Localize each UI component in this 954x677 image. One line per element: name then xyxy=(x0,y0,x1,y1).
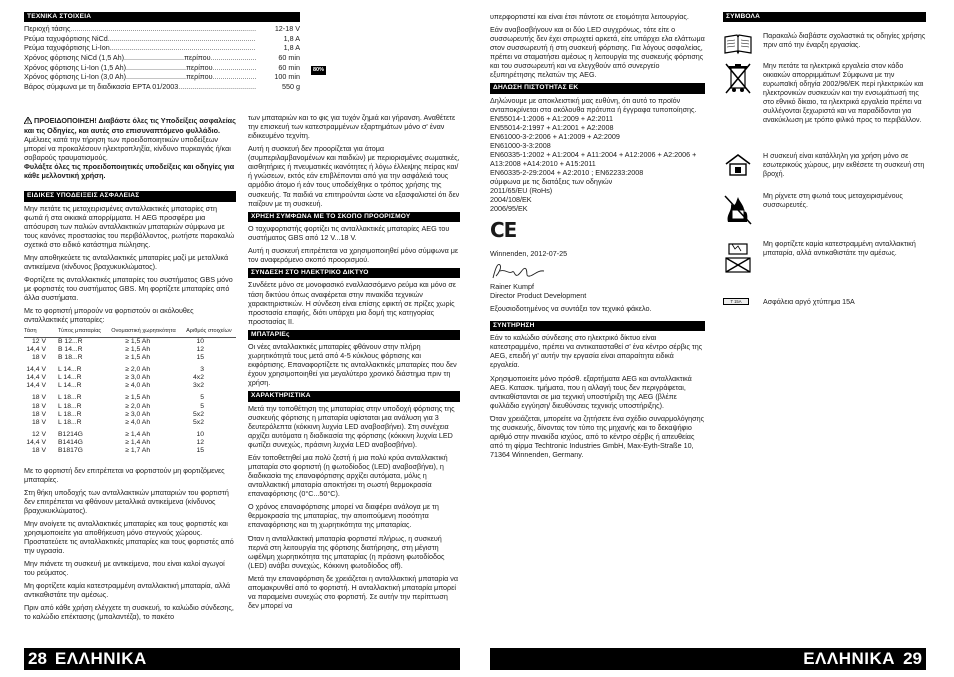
warning-body: Αμέλειες κατά την τήρηση των προειδοποιητικών υποδείξεων μπορεί να προκαλέσουν ηλεκτροπληξία, κίνδυνο πυρκαγιάς ή/και σοβαρούς τραυματισμούς. xyxy=(24,135,231,163)
standard-line: EN55014-1:2006 + A1:2009 + A2:2011 xyxy=(490,113,613,123)
type-cell: L 18...R xyxy=(58,394,82,402)
percent-badge: 80% xyxy=(313,67,325,73)
cells-cell: 3x2 xyxy=(193,382,204,390)
spec-value: 60 min xyxy=(278,53,300,63)
use-title: ΧΡΗΣΗ ΣΥΜΦΩΝΑ ΜΕ ΤΟ ΣΚΟΠΟ ΠΡΟΟΡΙΣΜΟΥ xyxy=(248,212,460,222)
indoor-use-icon xyxy=(723,152,753,182)
language-right: ΕΛΛΗΝΙΚΑ xyxy=(803,649,896,668)
type-cell: L 18...R xyxy=(58,402,82,410)
type-cell: L 14...R xyxy=(58,374,82,382)
symbol-text-fire: Μη ρίχνετε στη φωτιά τους μεταχειρισμένους συσσωρευτές. xyxy=(763,192,903,210)
voltage-cell: 14,4 V xyxy=(26,345,46,353)
specs-title: ΤΕΧΝΙΚΑ ΣΤΟΙΧΕΙΑ xyxy=(24,12,300,22)
standard-line: EN60335-1:2002 + A1:2004 + A11:2004 + A12:2006 + A2:2006 + A13:2008 +A14:2010 + A15:2011 xyxy=(490,150,697,169)
voltage-cell: 18 V xyxy=(32,418,46,426)
right-col-1 xyxy=(490,12,705,463)
characteristics-paragraph: Όταν η ανταλλακτική μπαταρία φορτιστεί πλήρως, η συσκευή περνά στη λειτουργία της φόρτισης διατήρησης, στη μέγιστη ωφέλιμη χωρητικότητα της μπαταρίας (η πράσινη φωτοδίοδος (LED) ανάβει συνεχώς, Κόκκινη φωτοδίοδος off). xyxy=(248,533,445,570)
fuse-label: T 15A xyxy=(723,298,749,305)
table-row xyxy=(24,354,236,362)
voltage-cell: 14,4 V xyxy=(26,366,46,373)
language-left: ΕΛΛΗΝΙΚΑ xyxy=(54,649,147,668)
type-cell: B1414G xyxy=(58,439,83,447)
symbol-text-fuse: Ασφάλεια αργό χτύπημα 15A xyxy=(763,298,855,307)
spec-row xyxy=(24,82,300,92)
cells-cell: 5 xyxy=(200,394,204,402)
capacity-cell: ≥ 2,0 Ah xyxy=(125,366,151,373)
capacity-cell: ≥ 4,0 Ah xyxy=(125,418,151,426)
page-number-left: 28 xyxy=(28,649,47,668)
symbol-row-fire xyxy=(723,192,926,234)
mains-paragraph: Συνδέετε μόνο σε μονοφασικό εναλλασσόμενο ρεύμα και μόνο σε τάση δικτύου όπως αναφέρεται στην πινακίδα τεχνικών χαρακτηριστικών. Η σύνδεση είναι επίσης εφικτή σε πρίζες χωρίς προστασία επαφής, διότι υπάρχει μια δομή της κατηγορίας προστασίας II. xyxy=(248,280,456,326)
batteries-paragraph: Οι νέες ανταλλακτικές μπαταρίες φθάνουν στην πλήρη χωρητικότητά τους μετά από 4-5 κύκλους φόρτισης και εκφόρτισης. Επαναφορτίζετε τις ανταλλακτικές μπαταρίες που δεν έχουν χρησιμοποιηθεί για μεγαλύτερο χρονικό διάστημα πριν τη χρήση. xyxy=(248,342,457,388)
capacity-cell: ≥ 1,5 Ah xyxy=(125,337,151,345)
standard-line: EN55014-2:1997 + A1:2001 + A2:2008 xyxy=(490,122,614,132)
characteristics-paragraph: Μετά την επαναφόρτιση δε χρειάζεται η ανταλλακτική μπαταρία να απομακρυνθεί από το φορτιστή. Η ανταλλακτική μπαταρία μπορεί να παραμείνει συνεχώς στο φορτιστή. Σε αυτήν την περίπτωση δεν μπορεί να xyxy=(248,573,458,610)
type-cell: L 14...R xyxy=(58,382,82,390)
symbol-row-fuse xyxy=(723,296,926,307)
spec-label: Χρόνος φόρτισης Li-Ion (3,0 Ah)..............................περίπου xyxy=(24,72,213,82)
spec-dots xyxy=(213,63,256,73)
special-safety-paragraph: Μην πετάτε τις μεταχειρισμένες ανταλλακτικές μπαταρίες στη φωτιά ή στα οικιακά απορρίμματα. Η AEG προσφέρει μια απόσυρση των παλιών ανταλλακτικών μπαταριών σύμφωνα με τους κανόνες προστασίας του περιβάλλοντος, ρωτήστε παρακαλώ σχετικά στο ειδικό κατάστημα πώλησης. xyxy=(24,203,235,249)
spec-label: Περιοχή τάσης xyxy=(24,24,71,34)
special-safety-paragraph: Φορτίζετε τις ανταλλακτικές μπαταρίες του συστήματος GBS μόνο με φορτιστές του συστήματος GBS. Μη φορτίζετε μπαταρίες από άλλα συστήματα. xyxy=(24,275,233,303)
cells-cell: 5x2 xyxy=(193,410,204,418)
spec-label: Χρόνος φόρτισης NiCd (1,5 Ah)..............................περίπου xyxy=(24,53,211,63)
right-intro-paragraph: Εάν αναβοσβήνουν και οι δύο LED συγχρόνως, τότε είτε ο συσσωρευτής δεν έχει σπρωχτεί αρκετά, είτε υπάρχει ελα ελάττωμα στον συσσωρευτή ή στη συσκευή φόρτισης. Για λόγους ασφαλείας, πρέπει να σταματήσει αμέσως η λειτουργία της συσκευής φόρτισης και του συσσωρευτή και να ελεγχθούν από συνεργείο εξυπηρέτησης πελατών της AEG. xyxy=(490,25,705,80)
spec-row xyxy=(24,53,300,63)
specs-list xyxy=(24,24,300,91)
voltage-cell: 14,4 V xyxy=(26,439,46,447)
intro-paragraph: Αυτή η συσκευή δεν προορίζεται για άτομα (συμπεριλαμβανομένων και παιδιών) με περιορισμένες σωματικές, αισθητήριες ή πνευματικές ικανότητες ή λόγω έλλειψης πείρας και/ή γνώσεων, εκτός εάν επιβλέπονται από για την ασφάλειά τους αρμόδιο άτομο ή εάν τους υποδείχθηκε ο τρόπος χρήσης της συσκευής. Τα παιδιά να επιτηρούνται ώστε να εξασφαλιστεί ότι δεν παίζουν με τη συσκευή. xyxy=(248,144,460,208)
cells-cell: 12 xyxy=(196,345,204,353)
service-text xyxy=(490,333,705,459)
declaration-name: Rainer Kumpf xyxy=(490,281,534,291)
cells-cell: 15 xyxy=(196,447,204,455)
table-row xyxy=(24,337,236,346)
crossed-bin-icon xyxy=(723,62,753,94)
spec-dots xyxy=(110,43,256,53)
declaration-authorized: Εξουσιοδοτημένος να συντάξει τον τεχνικό φάκελο. xyxy=(490,303,652,313)
table-row xyxy=(24,419,236,427)
ce-mark: CE xyxy=(490,217,517,242)
symbols-title: ΣΥΜΒΟΛΑ xyxy=(723,12,926,22)
table-row xyxy=(24,411,236,419)
spec-value: 1,8 A xyxy=(283,33,300,43)
special-safety-paragraph: Με το φορτιστή μπορούν να φορτιστούν οι ακόλουθες ανταλλακτικές μπαταρίες: xyxy=(24,306,194,325)
voltage-cell: 18 V xyxy=(32,353,46,361)
warning-lead: ΠΡΟΕΙΔΟΠΟΙΗΣΗ! Διαβάστε όλες τις Υποδείξεις ασφαλείας και τις Οδηγίες, και αυτές στο επισυναπτόμενο φυλλάδιο. xyxy=(24,116,236,136)
spec-dots xyxy=(213,72,256,82)
table-row xyxy=(24,366,236,374)
voltage-cell: 12 V xyxy=(32,337,46,345)
characteristics-paragraph: Εάν τοποθετηθεί μια πολύ ζεστή ή μια πολύ κρύα ανταλλακτική μπαταρία στο φορτιστή (η φωτοδίοδος (LED) αναβοσβήνει), η διαδικασία της επαναφόρτισης αρχίζει αυτόματα, μόλις η ανταλλακτική μπαταρία αποκτήσει τη σωστή θερμοκρασία επαναφόρτισης (0°C...50°C). xyxy=(248,453,448,499)
table-row xyxy=(24,374,236,382)
intro-paragraph: των μπαταριών και το φις για τυχόν ζημιά και γήρανση. Αναθέτετε την επισκευή των κατεστραμμένων εξαρτημάτων μόνο σ' έναν ειδικευμένο τεχνίτη. xyxy=(248,113,456,141)
warning-block xyxy=(24,116,236,180)
voltage-cell: 14,4 V xyxy=(26,374,46,382)
table-row xyxy=(24,382,236,390)
spec-dots xyxy=(108,34,256,44)
page-number-right: 29 xyxy=(903,649,922,668)
safety-paragraph: Με το φορτιστή δεν επιτρέπεται να φορτιστούν μη φορτιζόμενες μπαταρίες. xyxy=(24,465,225,484)
spec-value: 100 min xyxy=(274,72,300,82)
safety-paragraph: Πριν από κάθε χρήση ελέγχετε τη συσκευή, το καλώδιο σύνδεσης, το καλώδιο επέκτασης (μπαλαντέζα), το πακέτο xyxy=(24,603,234,622)
after-table-text xyxy=(24,466,236,622)
symbol-row-damaged xyxy=(723,240,926,284)
batteries-text xyxy=(248,342,460,387)
batteries-title: ΜΠΑΤΑΡΙΕς xyxy=(248,330,460,340)
voltage-cell: 18 V xyxy=(32,410,46,418)
special-safety-paragraph: Μην αποθηκεύετε τις ανταλλακτικές μπαταρίες μαζί με μεταλλικά αντικείμενα (κίνδυνος βραχυκυκλώματος). xyxy=(24,253,229,272)
cells-cell: 5 xyxy=(200,402,204,410)
cells-cell: 15 xyxy=(196,353,204,361)
spec-row xyxy=(24,63,300,73)
right-col-2 xyxy=(723,12,926,313)
service-title: ΣΥΝΤΗΡΗΣΗ xyxy=(490,321,705,331)
symbol-text-indoor: Η συσκευή είναι κατάλληλη για χρήση μόνο σε εσωτερικούς χώρους, μην εκθέσετε τη συσκευή στη βροχή. xyxy=(763,152,925,179)
declaration-standards xyxy=(490,114,705,214)
spec-value: 550 g xyxy=(282,81,300,91)
type-cell: B1817G xyxy=(58,447,83,455)
spec-dots xyxy=(178,82,256,92)
capacity-cell: ≥ 1,4 Ah xyxy=(125,431,151,439)
type-cell: B 12...R xyxy=(58,337,83,345)
voltage-cell: 18 V xyxy=(32,394,46,402)
col-type: Τύπος μπαταρίας xyxy=(54,328,105,337)
service-paragraph: Χρησιμοποιείτε μόνο πρόσθ. εξαρτήματα AEG και ανταλλακτικά AEG. Κατασκ. τμήματα, που η αλλαγή τους δεν περιγράφεται, αντικαθίστανται σε μια τεχνική υποστήριξη της AEG (βλέπε φυλλάδιο εγγύηση/ διευθύνσεις τεχνικής υποστήριξης). xyxy=(490,373,692,410)
capacity-cell: ≥ 3,0 Ah xyxy=(125,410,151,418)
type-cell: L 18...R xyxy=(58,418,82,426)
left-page-footer xyxy=(24,648,460,670)
service-paragraph: Όταν χρειάζεται, μπορείτε να ζητήσετε ένα σχέδιο συναρμολόγησης της συσκευής, δίνοντας τον τύπο της μηχανής και το δεκαψήφιο αριθμό στην πινακίδα ισχύος, από το κέντρο σέρβις ή απευθείας από τη φίρμα Techtronic Industries GmbH, Max-Eyth-Straße 10, 71364 Winnenden, Germany. xyxy=(490,413,705,460)
standard-line: σύμφωνα με τις διατάξεις των οδηγιών xyxy=(490,177,613,187)
symbol-row-manual xyxy=(723,32,926,56)
cells-cell: 10 xyxy=(196,431,204,439)
cells-cell: 10 xyxy=(196,337,204,345)
use-paragraph: Ο ταχυφορτιστής φορτίζει τις ανταλλακτικές μπαταρίες AEG του συστήματος GBS από 12 V...18 V. xyxy=(248,223,450,242)
damaged-battery-icon xyxy=(723,240,753,276)
mains-text xyxy=(248,280,460,325)
voltage-cell: 18 V xyxy=(32,447,46,455)
type-cell: L 18...R xyxy=(58,410,82,418)
characteristics-text xyxy=(248,404,460,610)
declaration-title: ΔΗΛΩΣΗ ΠΙΣΤΟΤΗΤΑΣ ΕΚ xyxy=(490,83,705,93)
signature-image xyxy=(490,260,705,282)
spec-row xyxy=(24,72,300,82)
spec-value: 1,8 A xyxy=(283,43,300,53)
cells-cell: 4x2 xyxy=(193,374,204,382)
capacity-cell: ≥ 1,5 Ah xyxy=(125,345,151,353)
standard-line: EN60335-2-29:2004 + A2:2010 ; EN62233:2008 xyxy=(490,168,644,178)
col-capacity: Ονομαστική χωρητικότητα xyxy=(105,328,182,337)
type-cell: B 14...R xyxy=(58,345,83,353)
spec-row xyxy=(24,43,300,53)
declaration-role: Director Product Development xyxy=(490,290,587,300)
standard-line: 2004/108/EK xyxy=(490,195,532,205)
safety-paragraph: Μην πιάνετε τη συσκευή με αντικείμενα, που είναι καλοί αγωγοί του ρεύματος. xyxy=(24,559,225,578)
type-cell: B 18...R xyxy=(58,353,83,361)
service-paragraph: Εάν το καλώδιο σύνδεσης στο ηλεκτρικό δίκτυο είναι κατεστραμμένο, πρέπει να αντικατασταθεί σ' ένα κέντρο σέρβις της AEG, επειδή γι' αυτήν την εργασία είναι απαραίτητα ειδικά εργαλεία. xyxy=(490,333,703,370)
capacity-cell: ≥ 1,7 Ah xyxy=(125,447,151,455)
col-voltage: Τάση xyxy=(24,328,54,337)
voltage-cell: 12 V xyxy=(32,431,46,439)
declaration-intro: Δηλώνουμε με αποκλειστική μας ευθύνη, ότι αυτό το προϊόν ανταποκρίνεται στα ακόλουθα πρότυπα ή έγγραφα τυποποίησης. xyxy=(490,95,697,114)
table-row xyxy=(24,346,236,354)
col2-intro-text xyxy=(248,113,460,208)
spec-label: Βάρος σύμφωνα με τη διαδικασία EPTA 01/2003 xyxy=(24,81,179,91)
cells-cell: 12 xyxy=(196,439,204,447)
cells-cell: 5x2 xyxy=(193,418,204,426)
spec-label: Χρόνος φόρτισης Li-Ion (1,5 Ah)..............................περίπου xyxy=(24,62,213,72)
symbol-row-indoor xyxy=(723,152,926,186)
capacity-cell: ≥ 4,0 Ah xyxy=(125,382,151,390)
symbol-text-damaged: Μη φορτίζετε καμία κατεστραμμένη ανταλλακτική μπαταρία, αλλά αντικαθιστάτε την αμέσως. xyxy=(763,240,916,258)
spec-row xyxy=(24,34,300,44)
spec-dots xyxy=(211,53,256,63)
spec-value: 60 min xyxy=(278,62,300,72)
spec-value: 12-18 V xyxy=(274,24,300,34)
right-intro-paragraph: υπερφορτιστεί και είναι έτσι πάντοτε σε ετοιμότητα λειτουργίας. xyxy=(490,12,689,21)
voltage-cell: 14,4 V xyxy=(26,382,46,390)
symbol-text-bin: Μην πετάτε τα ηλεκτρικά εργαλεία στον κάδο οικιακών απορριμμάτων! Σύμφωνα με την ευρωπαϊκή οδηγία 2002/96/ΕΚ περί ηλεκτρικών και ηλεκτρονικών συσκευών και την ενσωμάτωσή της στο εθνικό δίκαιο, τα ηλεκτρικά εργαλεία πρέπει να συλλέγονται ξεχωριστά και να παραδίδονται για ανακύκλωση με τρόπο φιλικό προς το περιβάλλον. xyxy=(763,62,924,124)
special-safety-text xyxy=(24,204,236,325)
voltage-cell: 18 V xyxy=(32,402,46,410)
table-row xyxy=(24,394,236,402)
spec-label: Ρεύμα ταχυφόρτισης NiCd xyxy=(24,33,108,43)
spec-row xyxy=(24,24,300,34)
type-cell: L 14...R xyxy=(58,366,82,373)
mains-title: ΣΥΝΔΕΣΗ ΣΤΟ ΗΛΕΚΤΡΙΚΟ ΔΙΚΤΥΟ xyxy=(248,268,460,278)
type-cell: B1214G xyxy=(58,431,83,439)
right-intro-text xyxy=(490,12,705,79)
capacity-cell: ≥ 1,5 Ah xyxy=(125,394,151,402)
standard-line: EN61000-3-3:2008 xyxy=(490,141,551,151)
capacity-cell: ≥ 3,0 Ah xyxy=(125,374,151,382)
safety-paragraph: Στη θήκη υποδοχής των ανταλλακτικών μπαταριών του φορτιστή δεν επιτρέπεται να φθάνουν μεταλλικά αντικείμενα (κίνδυνος βραχυκυκλώματος). xyxy=(24,487,229,515)
characteristics-title: ΧΑΡΑΚΤΗΡΙΣΤΙΚΑ xyxy=(248,391,460,401)
table-row xyxy=(24,439,236,447)
right-page-footer xyxy=(490,648,926,670)
spec-dots xyxy=(70,24,256,34)
special-safety-title: ΕΙΔΙΚΕΣ ΥΠΟΔΕΙΞΕΙΣ ΑΣΦΑΛΕΙΑΣ xyxy=(24,191,236,201)
left-col-1 xyxy=(24,116,236,626)
left-col-2 xyxy=(248,113,460,614)
specs-section xyxy=(24,12,300,91)
safety-paragraph: Μη φορτίζετε καμία κατεστραμμένη ανταλλακτική μπαταρία, αλλά αντικαθιστάτε την αμέσως. xyxy=(24,581,231,600)
table-row xyxy=(24,431,236,439)
spec-label: Ρεύμα ταχυφόρτισης Li-Ion xyxy=(24,43,110,53)
safety-paragraph: Μην ανοίγετε τις ανταλλακτικές μπαταρίες και τους φορτιστές και χρησιμοποιείτε για αποθήκευση μόνο στεγνούς χώρους. Προστατεύετε τις ανταλλακτικές μπαταρίες και τους φορτιστές από την υγρασία. xyxy=(24,518,234,556)
capacity-cell: ≥ 2,0 Ah xyxy=(125,402,151,410)
characteristics-paragraph: Ο χρόνος επαναφόρτισης μπορεί να διαφέρει ανάλογα με τη θερμοκρασία της μπαταρίας, την αποιπούμενη ποσότητα επαναφόρτισης και τη χωρητικότητα της μπαταρίας. xyxy=(248,502,439,530)
standard-line: 2006/95/EK xyxy=(490,204,528,214)
read-manual-icon xyxy=(723,32,753,62)
warning-triangle-icon xyxy=(24,117,32,126)
capacity-cell: ≥ 1,5 Ah xyxy=(125,353,151,361)
declaration-place-date: Winnenden, 2012-07-25 xyxy=(490,248,568,258)
cells-cell: 3 xyxy=(200,366,204,373)
warning-keep: Φυλάξτε όλες τις προειδοποιητικές υποδείξεις και οδηγίες για κάθε μελλοντική χρήση. xyxy=(24,162,235,181)
symbol-row-bin xyxy=(723,62,926,146)
standard-line: EN61000-3-2:2006 + A1:2009 + A2:2009 xyxy=(490,131,620,141)
fuse-icon xyxy=(723,296,753,306)
col-cells: Αριθμός στοιχείων xyxy=(182,328,236,337)
use-paragraph: Αυτή η συσκευή επιτρέπεται να χρησιμοποιηθεί μόνο σύμφωνα με τον αναφερόμενο σκοπό προορισμού. xyxy=(248,246,459,265)
characteristics-paragraph: Μετά την τοποθέτηση της μπαταρίας στην υποδοχή φόρτισης της συσκευής φόρτισης η μπαταρία υφίσταται μια ανάλυση για 3 δευτερόλεπτα (κόκκινη λυχνία LED αναβοσβήνει). Στη συνέχεια αρχίζει αυτόματα η διαδικασία της φόρτισης (κόκκινη λυχνία LED φωτίζει συνεχώς, πράσινη λυχνία LED αναβοσβήνει). xyxy=(248,403,455,449)
use-text xyxy=(248,224,460,264)
table-row xyxy=(24,403,236,411)
capacity-cell: ≥ 1,4 Ah xyxy=(125,439,151,447)
table-row xyxy=(24,447,236,455)
symbol-text-manual: Παρακαλώ διαβάστε σχολαστικά τις οδηγίες χρήσης πριν από την έναρξη εργασίας. xyxy=(763,32,926,50)
standard-line: 2011/65/EU (RoHs) xyxy=(490,186,553,196)
charge-table xyxy=(24,328,236,455)
no-fire-battery-icon xyxy=(723,192,753,226)
